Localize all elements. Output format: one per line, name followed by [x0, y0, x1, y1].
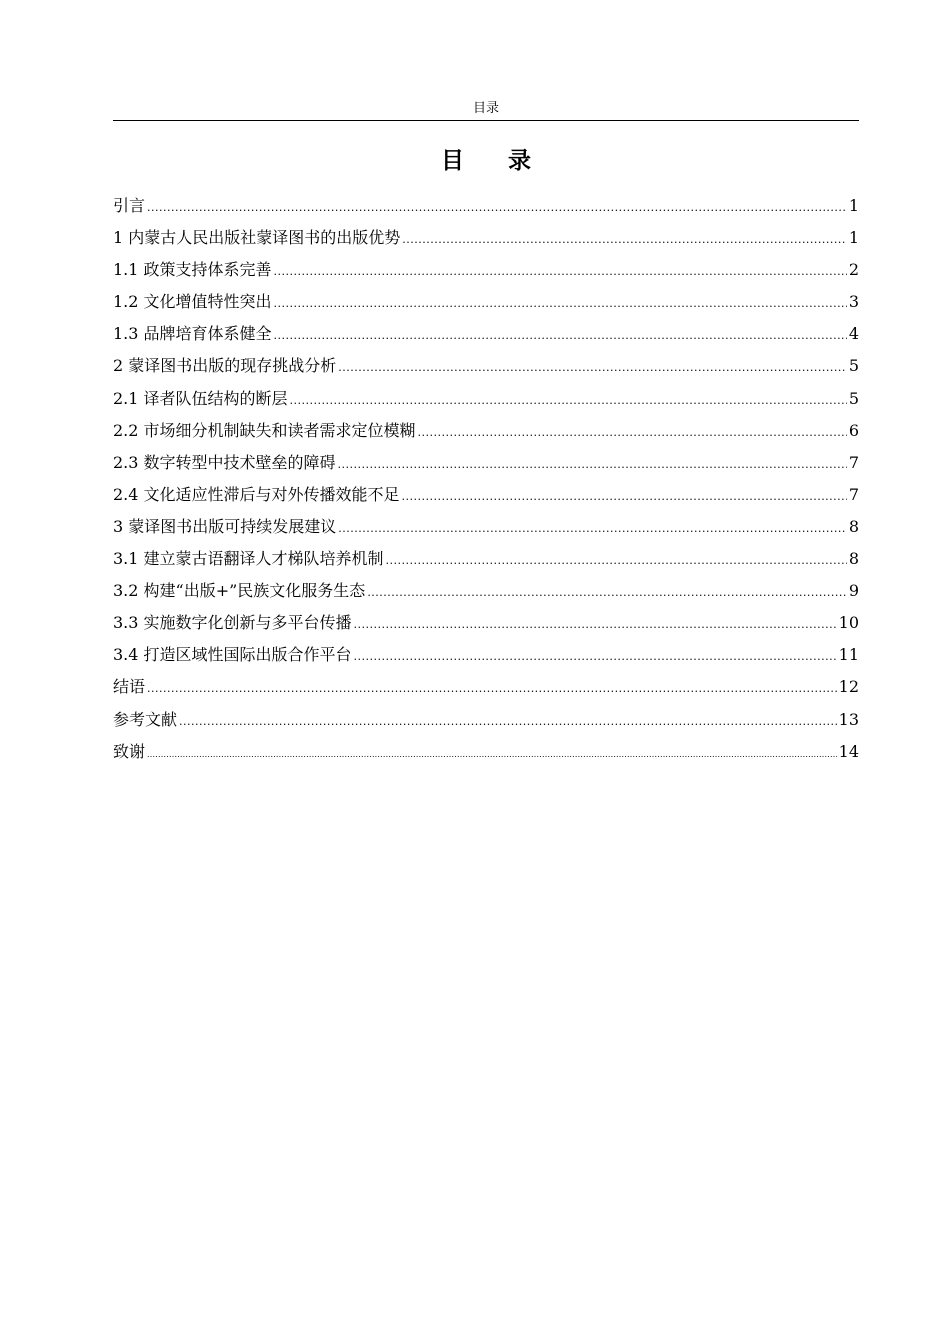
- toc-entry-label: 3.4 打造区域性国际出版合作平台: [113, 645, 352, 665]
- toc-entry-page: 12: [838, 677, 859, 697]
- toc-dot-leader: [147, 741, 837, 769]
- toc-entry-section-1-1[interactable]: [113, 256, 859, 288]
- toc-entry-references[interactable]: [113, 706, 859, 738]
- toc-entry-page: 13: [838, 709, 859, 729]
- toc-entry-label: 2.4 文化适应性滞后与对外传播效能不足: [113, 484, 400, 504]
- toc-entry-label: 2.3 数字转型中技术壁垒的障碍: [113, 452, 336, 472]
- toc-title: 目 录: [440, 148, 549, 174]
- toc-entry-label: 2 蒙译图书出版的现存挑战分析: [113, 356, 337, 376]
- toc-entry-section-2-3[interactable]: [113, 449, 859, 481]
- toc-entry-label: 1.1 政策支持体系完善: [113, 260, 272, 280]
- toc-entry-section-2-4[interactable]: [113, 481, 859, 513]
- toc-dot-leader: [274, 322, 847, 350]
- toc-dot-leader: [354, 643, 837, 671]
- toc-entry-page: 14: [838, 741, 859, 761]
- toc-dot-leader: [274, 290, 847, 318]
- toc-entry-section-3-4[interactable]: [113, 641, 859, 673]
- toc-entry-page: 5: [848, 356, 859, 376]
- toc-entry-label: 1.3 品牌培育体系健全: [113, 324, 272, 344]
- toc-entry-acknowledgements[interactable]: [113, 738, 859, 770]
- toc-entry-chapter-1[interactable]: [113, 224, 859, 256]
- toc-entry-page: 11: [838, 645, 859, 665]
- toc-dot-leader: [290, 387, 847, 415]
- toc-dot-leader: [147, 675, 837, 703]
- toc-dot-leader: [338, 354, 847, 382]
- toc-entry-section-3-3[interactable]: [113, 609, 859, 641]
- toc-entry-page: 6: [848, 420, 859, 440]
- toc-dot-leader: [402, 226, 847, 254]
- toc-entry-page: 1: [848, 196, 859, 215]
- toc-entry-chapter-3[interactable]: [113, 513, 859, 545]
- toc-entry-section-3-2[interactable]: [113, 577, 859, 609]
- toc-dot-leader: [274, 258, 847, 286]
- toc-entry-page: 8: [848, 549, 859, 569]
- toc-dot-leader: [367, 579, 847, 607]
- toc-entry-label: 引言: [113, 196, 146, 215]
- toc-entry-page: 7: [848, 484, 859, 504]
- toc-entry-section-2-2[interactable]: [113, 417, 859, 449]
- toc-entry-label: 参考文献: [113, 709, 178, 729]
- toc-entry-section-3-1[interactable]: [113, 545, 859, 577]
- toc-entry-label: 1 内蒙古人民出版社蒙译图书的出版优势: [113, 228, 401, 248]
- toc-entry-label: 3 蒙译图书出版可持续发展建议: [113, 516, 337, 536]
- toc-dot-leader: [179, 708, 837, 736]
- toc-dot-leader: [402, 483, 847, 511]
- toc-entry-page: 8: [848, 516, 859, 536]
- toc-entry-label: 结语: [113, 677, 146, 697]
- running-header: 目录: [472, 101, 499, 116]
- toc-entry-label: 2.2 市场细分机制缺失和读者需求定位模糊: [113, 420, 416, 440]
- toc-entry-page: 9: [848, 581, 859, 601]
- toc-entry-section-2-1[interactable]: [113, 385, 859, 417]
- toc-dot-leader: [418, 419, 847, 447]
- toc-entry-label: 3.2 构建“出版+”民族文化服务生态: [113, 581, 366, 601]
- toc-entry-page: 5: [848, 388, 859, 408]
- toc-entry-label: 3.1 建立蒙古语翻译人才梯队培养机制: [113, 549, 384, 569]
- toc-entry-label: 致谢: [113, 741, 146, 761]
- toc-entry-page: 7: [848, 452, 859, 472]
- toc-entry-section-1-3[interactable]: [113, 320, 859, 352]
- toc-entry-label: 2.1 译者队伍结构的断层: [113, 388, 288, 408]
- toc-entry-section-1-2[interactable]: [113, 288, 859, 320]
- toc-entry-page: 2: [848, 260, 859, 280]
- toc-entry-label: 1.2 文化增值特性突出: [113, 292, 272, 312]
- toc-dot-leader: [338, 515, 847, 543]
- toc-entry-chapter-2[interactable]: [113, 352, 859, 384]
- toc-dot-leader: [147, 194, 847, 222]
- toc-entry-page: 1: [848, 228, 859, 248]
- toc-entry-page: 3: [848, 292, 859, 312]
- toc-dot-leader: [386, 547, 847, 575]
- toc-dot-leader: [354, 611, 837, 639]
- toc-entry-conclusion[interactable]: [113, 673, 859, 705]
- toc-entry-label: 3.3 实施数字化创新与多平台传播: [113, 613, 352, 633]
- toc-entry-page: 4: [848, 324, 859, 344]
- toc-list: [113, 192, 859, 770]
- toc-entry-page: 10: [838, 613, 859, 633]
- toc-entry-introduction[interactable]: [113, 192, 859, 224]
- header-rule: [113, 120, 859, 121]
- toc-dot-leader: [338, 451, 847, 479]
